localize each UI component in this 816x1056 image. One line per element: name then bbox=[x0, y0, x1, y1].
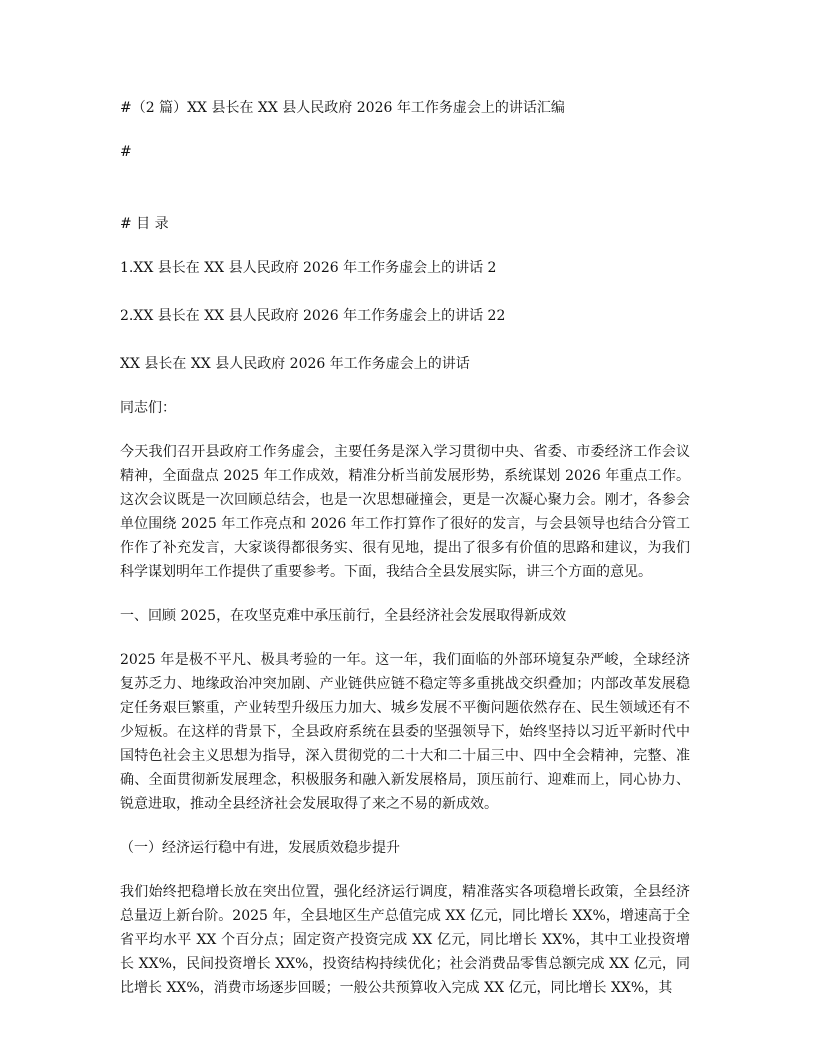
document-page bbox=[120, 96, 690, 1000]
section-heading: 一、回顾 2025，在攻坚克难中承压前行，全县经济社会发展取得新成效 bbox=[120, 608, 567, 624]
hash-line: # bbox=[120, 144, 132, 160]
toc-heading: # 目 录 bbox=[120, 216, 169, 232]
paragraph-intro: 今天我们召开县政府工作务虚会，主要任务是深入学习贯彻中央、省委、市委经济工作会议精神，全面盘点 2025 年工作成效，精准分析当前发展形势，系统谋划 2026 年重点工作。这次会议既是一次回顾总结会，也是一次思想碰撞会，更是一次凝心聚力会。刚才，各参会单位围绕 2025 年工作亮点和 2026 年工作打算作了很好的发言，与会县领导也结合分管工作作了补充发言，大家谈得都很务实、很有见地，提出了很多有价值的思路和建议，为我们科学谋划明年工作提供了重要参考。下面，我结合全县发展实际，讲三个方面的意见。 bbox=[120, 444, 690, 580]
greeting: 同志们： bbox=[120, 400, 176, 416]
toc-item: 1.XX 县长在 XX 县人民政府 2026 年工作务虚会上的讲话 2 bbox=[120, 260, 497, 276]
paragraph-economy: 我们始终把稳增长放在突出位置，强化经济运行调度，精准落实各项稳增长政策，全县经济总量迈上新台阶。2025 年，全县地区生产总值完成 XX 亿元，同比增长 XX%，增速高于全省平均水平 XX 个百分点；固定资产投资完成 XX 亿元，同比增长 XX%，其中工业投资增长 XX%，民间投资增长 XX%，投资结构持续优化；社会消费品零售总额完成 XX 亿元，同比增长 XX%，消费市场逐步回暖；一般公共预算收入完成 XX 亿元，同比增长 XX%，其 bbox=[120, 884, 690, 996]
toc-item: 2.XX 县长在 XX 县人民政府 2026 年工作务虚会上的讲话 22 bbox=[120, 308, 506, 324]
subsection-heading: （一）经济运行稳中有进，发展质效稳步提升 bbox=[120, 840, 400, 856]
speech-title: XX 县长在 XX 县人民政府 2026 年工作务虚会上的讲话 bbox=[120, 356, 470, 372]
document-title: #（2 篇）XX 县长在 XX 县人民政府 2026 年工作务虚会上的讲话汇编 bbox=[120, 100, 565, 116]
paragraph-review: 2025 年是极不平凡、极具考验的一年。这一年，我们面临的外部环境复杂严峻，全球经济复苏乏力、地缘政治冲突加剧、产业链供应链不稳定等多重挑战交织叠加；内部改革发展稳定任务艰巨繁重，产业转型升级压力加大、城乡发展不平衡问题依然存在、民生领域还有不少短板。在这样的背景下，全县政府系统在县委的坚强领导下，始终坚持以习近平新时代中国特色社会主义思想为指导，深入贯彻党的二十大和二十届三中、四中全会精神，完整、准确、全面贯彻新发展理念，积极服务和融入新发展格局，顶压前行、迎难而上，同心协力、锐意进取，推动全县经济社会发展取得了来之不易的新成效。 bbox=[120, 652, 690, 812]
